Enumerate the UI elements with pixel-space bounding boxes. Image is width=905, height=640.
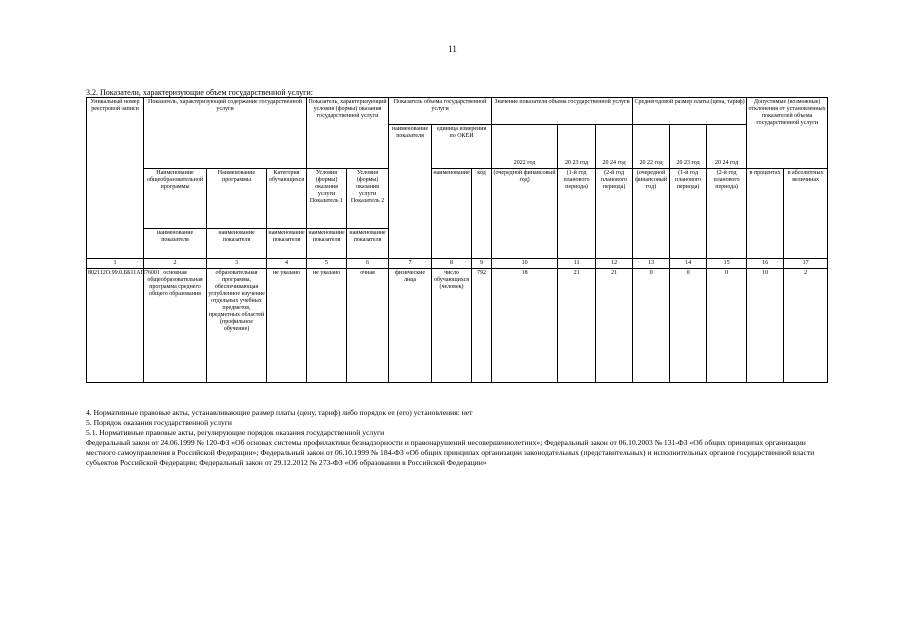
subheader-plan-1: (1-й год планового периода): [558, 169, 596, 259]
header-indicator-name: наименование показателя: [389, 125, 432, 259]
col-number: 15: [707, 259, 747, 269]
col-number: 6: [347, 259, 389, 269]
header-fee-year-2022: 20 22 год: [633, 125, 670, 169]
cell-value-2024: 21: [596, 269, 633, 383]
header-allowed-deviations: Допустимые (возможные) отклонения от установленных показателей объема государственной услуги: [747, 98, 828, 169]
cell-category: не указано: [267, 269, 307, 383]
header-volume-indicator: Показатель объема государственной услуги: [389, 98, 492, 125]
header-unique-number: Уникальный номер реестровой записи: [87, 98, 144, 259]
cell-fee-2023: 0: [670, 269, 707, 383]
paragraph-service-procedure: 5. Порядок оказания государственной услуги: [86, 418, 232, 427]
col-number: 13: [633, 259, 670, 269]
cell-value-2022: 18: [492, 269, 558, 383]
subheader-program-name: Наименование программы: [207, 169, 267, 229]
page-number: 11: [448, 44, 457, 54]
cell-deviation-percent: 10: [747, 269, 784, 383]
col-number: 17: [784, 259, 828, 269]
subheader-percent: в процентах: [747, 169, 784, 259]
subheader-absolute: в абсолютных величинах: [784, 169, 828, 259]
cell-unit-name: число обучающихся (человек): [432, 269, 472, 383]
header-content-indicator: Показатель, характеризующий содержание государственной услуги: [144, 98, 307, 169]
indicator-name-e: наименование показателя: [347, 229, 389, 259]
col-number: 1: [87, 259, 144, 269]
header-volume-values: Значение показателя объема государственной услуги: [492, 98, 633, 125]
header-conditions-indicator: Показатель, характеризующий условия (формы) оказания государственной услуги: [307, 98, 389, 169]
col-number: 7: [389, 259, 432, 269]
col-number: 11: [558, 259, 596, 269]
header-unit-okei: единица измерения по ОКЕИ: [432, 125, 492, 169]
cell-program-type: основная общеобразовательная программа среднего общего образования: [144, 269, 207, 383]
indicator-name-b: наименование показателя: [207, 229, 267, 259]
col-number: 9: [472, 259, 492, 269]
subheader-general-program: Наименование общеобразовательной программы: [144, 169, 207, 229]
subheader-student-category: Категория обучающихся: [267, 169, 307, 229]
subheader-fee-plan-1: (1-й год планового периода): [670, 169, 707, 259]
col-number: 8: [432, 259, 472, 269]
col-number: 5: [307, 259, 347, 269]
volume-indicators-table: [86, 97, 828, 383]
col-number: 3: [207, 259, 267, 269]
cell-registry-number: 802112O.99.0.ББ11АП76001: [87, 269, 144, 383]
col-number: 2: [144, 259, 207, 269]
header-annual-fee: Среднегодовой размер платы (цена, тариф): [633, 98, 747, 125]
cell-condition-2: очная: [347, 269, 389, 383]
header-fee-year-2024: 20 24 год: [707, 125, 747, 169]
indicator-name-d: наименование показателя: [307, 229, 347, 259]
section-title: 3.2. Показатели, характеризующие объем государственной услуги:: [86, 88, 313, 97]
subheader-plan-2: (2-й год планового периода): [596, 169, 633, 259]
indicator-name-a: наименование показателя: [144, 229, 207, 259]
table-row: [87, 269, 828, 383]
cell-program-name: образовательная программа, обеспечивающая углубленное изучение отдельных учебных предметов, предметных областей (профильное обучение): [207, 269, 267, 383]
paragraph-federal-laws: Федеральный закон от 24.06.1999 № 120-ФЗ «Об основах системы профилактики безнадзорности и правонарушений несовершеннолетних»; Федеральный закон от 06.10.2003 № 131-ФЗ «Об общих принципах организации местного самоуправления в Российской Федерации»; Федеральный закон от 06.10.1999 № 184-ФЗ «Об общих принципах организации законодательных (представительных) и исполнительных органов государственной власти субъектов Российской Федерации; Федеральный закон от 29.12.2012 № 273-ФЗ «Об образовании в Российской Федерации»: [86, 438, 815, 467]
cell-value-2023: 21: [558, 269, 596, 383]
subheader-condition-2: Условия (формы) оказания услуги Показатель 2: [347, 169, 389, 229]
col-number: 10: [492, 259, 558, 269]
paragraph-procedure-acts: 5.1. Нормативные правовые акты, регулирующие порядок оказания государственной услуги: [86, 428, 385, 437]
header-year-2023: 20 23 год: [558, 125, 596, 169]
cell-deviation-absolute: 2: [784, 269, 828, 383]
subheader-fee-plan-2: (2-й год планового периода): [707, 169, 747, 259]
col-number: 4: [267, 259, 307, 269]
subheader-fee-plan-current: (очередной финансовый год): [633, 169, 670, 259]
cell-condition-1: не указано: [307, 269, 347, 383]
cell-fee-2022: 0: [633, 269, 670, 383]
subheader-unit-name: наименование: [432, 169, 472, 259]
subheader-unit-code: код: [472, 169, 492, 259]
normative-acts-section: [86, 408, 821, 468]
subheader-condition-1: Условия (формы) оказания услуги Показатель 1: [307, 169, 347, 229]
column-numbers-row: [87, 259, 828, 269]
cell-unit-code: 792: [472, 269, 492, 383]
cell-indicator-name: физические лица: [389, 269, 432, 383]
paragraph-fee-acts: 4. Нормативные правовые акты, устанавливающие размер платы (цену, тариф) либо порядок ее (его) установления: нет: [86, 408, 473, 417]
indicator-name-c: наименование показателя: [267, 229, 307, 259]
cell-fee-2024: 0: [707, 269, 747, 383]
subheader-plan-current: (очередной финансовый год): [492, 169, 558, 259]
col-number: 12: [596, 259, 633, 269]
header-year-2022: 2022 год: [492, 125, 558, 169]
header-year-2024: 20 24 год: [596, 125, 633, 169]
col-number: 16: [747, 259, 784, 269]
header-fee-year-2023: 20 23 год: [670, 125, 707, 169]
col-number: 14: [670, 259, 707, 269]
